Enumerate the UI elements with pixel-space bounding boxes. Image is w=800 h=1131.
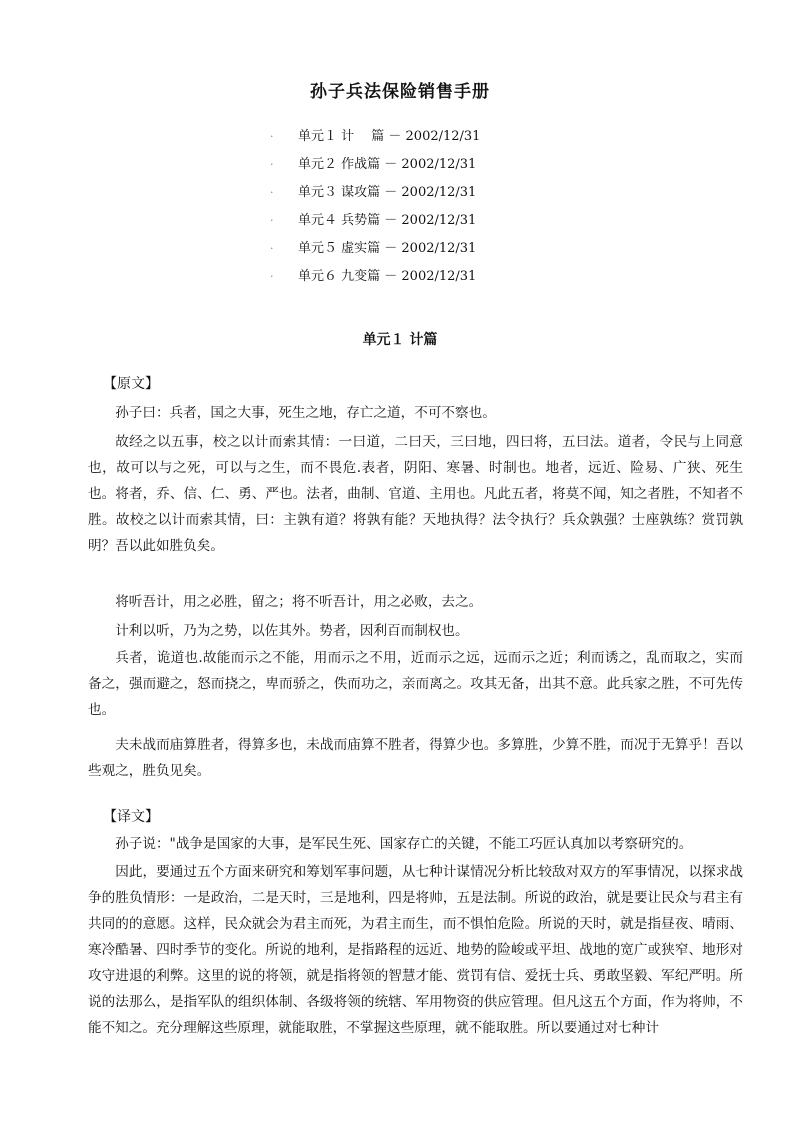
- bullet-icon: ·: [270, 158, 274, 171]
- toc-item[interactable]: [270, 240, 690, 268]
- bullet-icon: ·: [270, 186, 274, 199]
- original-paragraph: 兵者，诡道也.故能而示之不能，用而示之不用，近而示之远，远而示之近；利而诱之，乱而取之，实而备之，强而避之，怒而挠之，卑而骄之，佚而功之，亲而离之。攻其无备，出其不意。此兵家之胜，不可先传也。: [88, 650, 743, 718]
- toc-item-label[interactable]: 单元３ 谋攻篇 － 2002/12/31: [298, 185, 477, 200]
- bullet-icon: ·: [270, 214, 274, 227]
- toc-item[interactable]: [270, 212, 690, 240]
- bullet-icon: ·: [270, 130, 274, 143]
- original-paragraph: 将听吾计，用之必胜，留之；将不听吾计，用之必败，去之。: [115, 594, 483, 610]
- original-paragraph: 故经之以五事，校之以计而索其情：一曰道，二曰天，三曰地，四曰将，五曰法。道者，令民与上同意也，故可以与之死，可以与之生，而不畏危.表者，阴阳、寒暑、时制也。地者，远近、险易、广狭、死生也。将者，乔、信、仁、勇、严也。法者，曲制、官道、主用也。凡此五者，将莫不闻，知之者胜，不知者不胜。故校之以计而索其情，曰：主孰有道？将孰有能？天地执得？法令执行？兵众孰强？士座孰练？赏罚孰明？吾以此如胜负矣。: [88, 434, 743, 554]
- original-text-label: 【原文】: [103, 376, 159, 392]
- toc-item-label[interactable]: 单元５ 虚实篇 － 2002/12/31: [298, 241, 477, 256]
- translation-label: 【译文】: [103, 809, 159, 825]
- bullet-icon: ·: [270, 242, 274, 255]
- bullet-icon: ·: [270, 270, 274, 283]
- toc-item[interactable]: [270, 128, 690, 156]
- toc-item-label[interactable]: 单元６ 九变篇 － 2002/12/31: [298, 269, 477, 284]
- original-paragraph: 孙子曰：兵者，国之大事，死生之地，存亡之道，不可不察也。: [115, 405, 496, 421]
- section-heading: 单元１ 计篇: [362, 332, 438, 348]
- original-paragraph: 计利以听，乃为之势，以佐其外。势者，因利百而制权也。: [115, 623, 469, 639]
- translation-paragraph: 孙子说："战争是国家的大事，是军民生死、国家存亡的关键，不能工巧匠认真加以考察研究的。: [115, 836, 693, 852]
- toc-item-label[interactable]: 单元１ 计 篇 － 2002/12/31: [298, 129, 481, 144]
- translation-paragraph: 因此，要通过五个方面来研究和筹划军事问题，从七种计谋情况分析比较敌对双方的军事情况，以探求战争的胜负情形：一是政治，二是天时，三是地利，四是将帅，五是法制。所说的政治，就是要让民众与君主有共同的的意愿。这样，民众就会为君主而死，为君主而生，而不惧怕危险。所说的天时，就是指昼夜、晴雨、寒冷酷暑、四时季节的变化。所说的地利，是指路程的远近、地势的险峻或平坦、战地的宽广或狭窄、地形对攻守进退的利弊。这里的说的将领，就是指将领的智慧才能、赏罚有信、爱抚士兵、勇敢坚毅、军纪严明。所说的法那么，是指军队的组织体制、各级将领的统辖、军用物资的供应管理。但凡这五个方面，作为将帅，不能不知之。充分理解这些原理，就能取胜，不掌握这些原理，就不能取胜。所以要通过对七种计: [88, 864, 743, 1036]
- table-of-contents: [270, 128, 690, 296]
- document-title: 孙子兵法保险销售手册: [310, 82, 490, 102]
- toc-item-label[interactable]: 单元２ 作战篇 － 2002/12/31: [298, 157, 477, 172]
- original-paragraph: 夫未战而庙算胜者，得算多也，未战而庙算不胜者，得算少也。多算胜，少算不胜，而况于无算乎！吾以些观之，胜负见矣。: [88, 737, 743, 779]
- toc-item-label[interactable]: 单元４ 兵势篇 － 2002/12/31: [298, 213, 477, 228]
- toc-item[interactable]: [270, 156, 690, 184]
- toc-item[interactable]: [270, 268, 690, 296]
- toc-item[interactable]: [270, 184, 690, 212]
